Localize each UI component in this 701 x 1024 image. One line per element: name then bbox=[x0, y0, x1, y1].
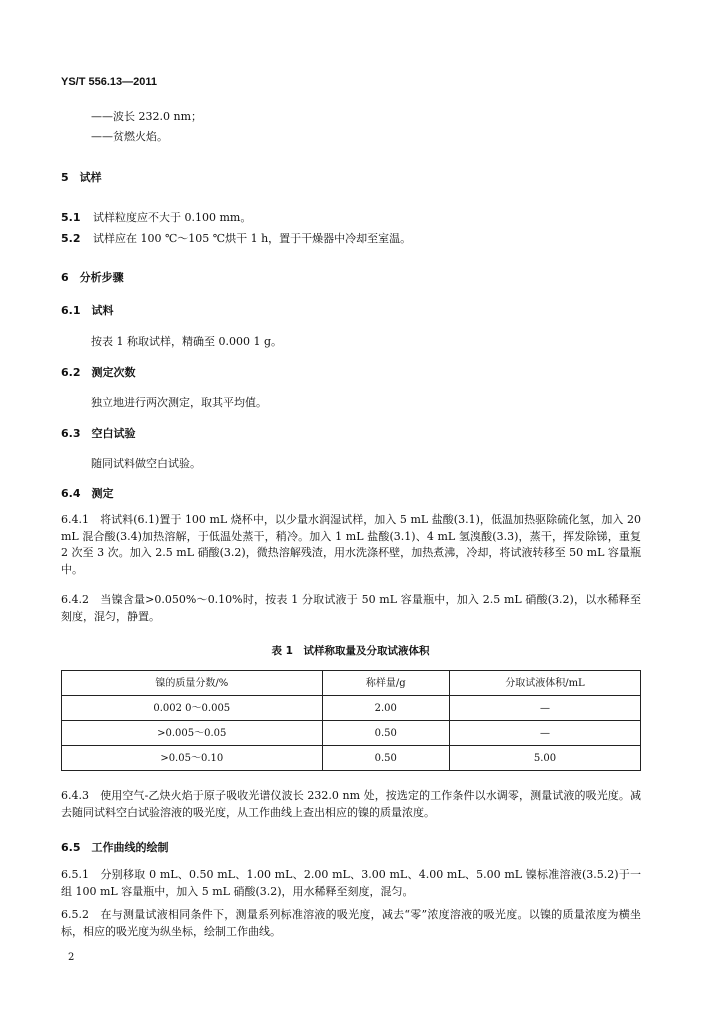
table-row bbox=[62, 746, 641, 771]
table-cell: >0.005～0.05 bbox=[62, 721, 323, 746]
clause-6-4-2-text: 6.4.2 当镍含量>0.050%～0.10%时，按表 1 分取试液于 50 mL 容量瓶中，加入 2.5 mL 硝酸(3.2)，以水稀释至刻度，混匀，静置。 bbox=[61, 593, 641, 623]
table-header-aliquot-volume: 分取试液体积/mL bbox=[449, 671, 640, 696]
clause-6-4-3-text: 6.4.3 使用空气-乙炔火焰于原子吸收光谱仪波长 232.0 nm 处，按选定的工作条件以水调零，测量试液的吸光度。减去随同试料空白试验溶液的吸光度，从工作曲线上查出相应的镍的质量浓度。 bbox=[61, 789, 641, 819]
table-row bbox=[62, 696, 641, 721]
table-cell: 0.50 bbox=[322, 721, 449, 746]
clause-6-5-heading: 6.5 工作曲线的绘制 bbox=[61, 841, 169, 854]
table-row bbox=[62, 721, 641, 746]
clause-6-1-heading: 6.1 试料 bbox=[61, 304, 114, 317]
clause-5-2-number: 5.2 bbox=[61, 232, 81, 245]
table-header-row bbox=[62, 671, 641, 696]
table-cell: 2.00 bbox=[322, 696, 449, 721]
table-cell: 0.002 0～0.005 bbox=[62, 696, 323, 721]
clause-6-5-2-text: 6.5.2 在与测量试液相同条件下，测量系列标准溶液的吸光度，减去“零”浓度溶液的吸光度。以镍的质量浓度为横坐标，相应的吸光度为纵坐标，绘制工作曲线。 bbox=[61, 908, 641, 938]
table-cell: 0.50 bbox=[322, 746, 449, 771]
table-cell: >0.05～0.10 bbox=[62, 746, 323, 771]
table-1 bbox=[61, 670, 641, 771]
section-5-heading: 5 试样 bbox=[61, 171, 102, 184]
section-6-heading: 6 分析步骤 bbox=[61, 271, 124, 284]
clause-6-3-text: 随同试料做空白试验。 bbox=[91, 457, 201, 470]
clause-5-1-text: 试样粒度应不大于 0.100 mm。 bbox=[93, 211, 252, 224]
clause-6-4-1-text: 6.4.1 将试料(6.1)置于 100 mL 烧杯中，以少量水润湿试样，加入 5 mL 盐酸(3.1)，低温加热驱除硫化氢，加入 20 mL 混合酸(3.4)加热溶解，于低温处蒸干，稍冷。加入 1 mL 盐酸(3.1)、4 mL 氢溴酸(3.3)，蒸干，挥发除锑，重复 2 次至 3 次。加入 2.5 mL 硝酸(3.2)，微热溶解残渣，用水洗涤杯壁，加热煮沸，冷却，将试液转移至 50 mL 容量瓶中。 bbox=[61, 513, 641, 576]
standard-code-header: YS/T 556.13—2011 bbox=[61, 76, 158, 88]
clause-5-2-text: 试样应在 100 ℃～105 ℃烘干 1 h，置于干燥器中冷却至室温。 bbox=[93, 232, 412, 245]
clause-6-5-1-text: 6.5.1 分别移取 0 mL、0.50 mL、1.00 mL、2.00 mL、3.00 mL、4.00 mL、5.00 mL 镍标准溶液(3.5.2)于一组 100 mL 容量瓶中，加入 5 mL 硝酸(3.2)，用水稀释至刻度，混匀。 bbox=[61, 868, 641, 898]
table-header-nickel-fraction: 镍的质量分数/% bbox=[62, 671, 323, 696]
table-cell: 5.00 bbox=[449, 746, 640, 771]
table-cell: — bbox=[449, 696, 640, 721]
clause-6-2-text: 独立地进行两次测定，取其平均值。 bbox=[91, 396, 267, 409]
clause-6-2-heading: 6.2 测定次数 bbox=[61, 366, 136, 379]
clause-6-1-text: 按表 1 称取试样，精确至 0.000 1 g。 bbox=[91, 335, 283, 348]
table-cell: — bbox=[449, 721, 640, 746]
clause-6-4-heading: 6.4 测定 bbox=[61, 487, 114, 500]
flame-line: ——贫燃火焰。 bbox=[91, 130, 168, 143]
wavelength-line: ——波长 232.0 nm； bbox=[91, 110, 202, 123]
table-1-caption: 表 1 试样称取量及分取试液体积 bbox=[271, 645, 430, 657]
table-header-sample-mass: 称样量/g bbox=[322, 671, 449, 696]
page-number: 2 bbox=[68, 952, 75, 963]
clause-6-3-heading: 6.3 空白试验 bbox=[61, 427, 136, 440]
clause-5-1-number: 5.1 bbox=[61, 211, 81, 224]
